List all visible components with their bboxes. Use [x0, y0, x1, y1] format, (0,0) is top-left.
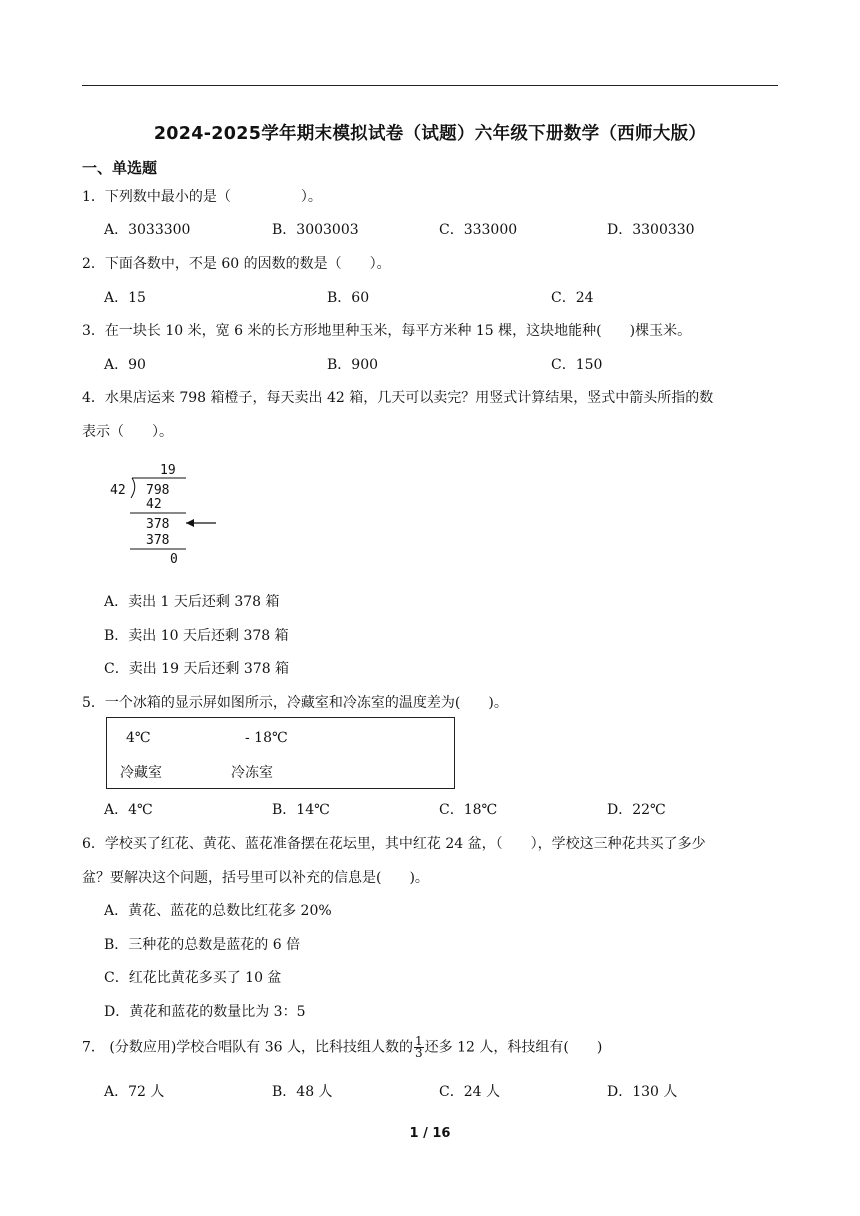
question-5-stem: 5．一个冰箱的显示屏如图所示，冷藏室和冷冻室的温度差为( )。	[82, 695, 508, 711]
division-divisor: 42	[110, 483, 126, 498]
q5-option-c[interactable]: C．18℃	[439, 802, 498, 818]
question-7-stem	[82, 1036, 602, 1059]
division-step1: 42	[146, 497, 162, 512]
q5-option-b[interactable]: B．14℃	[272, 802, 330, 818]
question-7-stem-after: 还多 12 人，科技组有( )	[424, 1039, 603, 1056]
q6-option-a[interactable]: A．黄花、蓝花的总数比红花多 20%	[104, 903, 332, 919]
q2-option-b[interactable]: B．60	[327, 290, 370, 306]
q7-option-d[interactable]: D．130 人	[607, 1084, 678, 1100]
q5-option-a[interactable]: A．4℃	[104, 802, 153, 818]
division-quotient: 19	[160, 463, 176, 478]
fridge-label: 冷藏室	[120, 765, 162, 781]
division-bracket	[131, 478, 135, 498]
question-3-stem: 3．在一块长 10 米，宽 6 米的长方形地里种玉米，每平方米种 15 棵，这块地能种( )棵玉米。	[82, 323, 692, 339]
q1-option-b[interactable]: B．3003003	[272, 222, 359, 238]
q4-option-b[interactable]: B．卖出 10 天后还剩 378 箱	[104, 628, 289, 644]
q1-option-a[interactable]: A．3033300	[104, 222, 191, 238]
fraction-one-third	[414, 1036, 424, 1059]
q5-option-d[interactable]: D．22℃	[607, 802, 666, 818]
freezer-label: 冷冻室	[231, 765, 273, 781]
freezer-temp: - 18℃	[245, 730, 288, 746]
long-division-diagram	[108, 458, 220, 570]
q1-option-c[interactable]: C．333000	[439, 222, 518, 238]
q4-option-c[interactable]: C．卖出 19 天后还剩 378 箱	[104, 661, 290, 677]
fridge-display-box	[106, 717, 455, 789]
question-6-stem-line1: 6．学校买了红花、黄花、蓝花准备摆在花坛里，其中红花 24 盆，（ ），学校这三种花共买了多少	[82, 836, 706, 852]
q1-option-d[interactable]: D．3300330	[607, 222, 695, 238]
fraction-numerator: 1	[415, 1034, 423, 1048]
page-indicator: 1 / 16	[409, 1126, 451, 1141]
question-6-stem-line2: 盆？要解决这个问题，括号里可以补充的信息是( )。	[82, 870, 429, 886]
q3-option-c[interactable]: C．150	[551, 357, 603, 373]
question-2-stem: 2．下面各数中，不是 60 的因数的数是（ ）。	[82, 256, 391, 272]
fraction-denominator: 3	[415, 1046, 423, 1060]
division-step2: 378	[146, 517, 170, 532]
section-heading: 一、单选题	[82, 159, 158, 177]
page-title: 2024-2025学年期末模拟试卷（试题）六年级下册数学（西师大版）	[153, 124, 707, 144]
q7-option-b[interactable]: B．48 人	[272, 1084, 333, 1100]
fridge-temp: 4℃	[126, 730, 151, 746]
q7-option-c[interactable]: C．24 人	[439, 1084, 500, 1100]
q6-option-b[interactable]: B．三种花的总数是蓝花的 6 倍	[104, 937, 301, 953]
q6-option-d[interactable]: D．黄花和蓝花的数量比为 3：5	[104, 1004, 306, 1020]
q3-option-b[interactable]: B．900	[327, 357, 379, 373]
question-4-stem-line2: 表示（ ）。	[82, 424, 173, 440]
arrow-left-icon	[186, 519, 194, 527]
q2-option-c[interactable]: C．24	[551, 290, 594, 306]
question-1-stem: 1．下列数中最小的是（ ）。	[82, 189, 322, 205]
question-7-stem-before: 7． (分数应用)学校合唱队有 36 人，比科技组人数的	[82, 1039, 413, 1056]
header-rule	[82, 85, 778, 86]
question-4-stem-line1: 4．水果店运来 798 箱橙子，每天卖出 42 箱，几天可以卖完？用竖式计算结果，竖式中箭头所指的数	[82, 390, 714, 406]
q4-option-a[interactable]: A．卖出 1 天后还剩 378 箱	[104, 594, 280, 610]
division-step3: 378	[146, 533, 170, 548]
q7-option-a[interactable]: A．72 人	[104, 1084, 165, 1100]
q6-option-c[interactable]: C．红花比黄花多买了 10 盆	[104, 970, 282, 986]
division-remainder: 0	[170, 552, 178, 567]
q3-option-a[interactable]: A．90	[104, 357, 146, 373]
q2-option-a[interactable]: A．15	[104, 290, 146, 306]
division-dividend: 798	[146, 483, 170, 498]
